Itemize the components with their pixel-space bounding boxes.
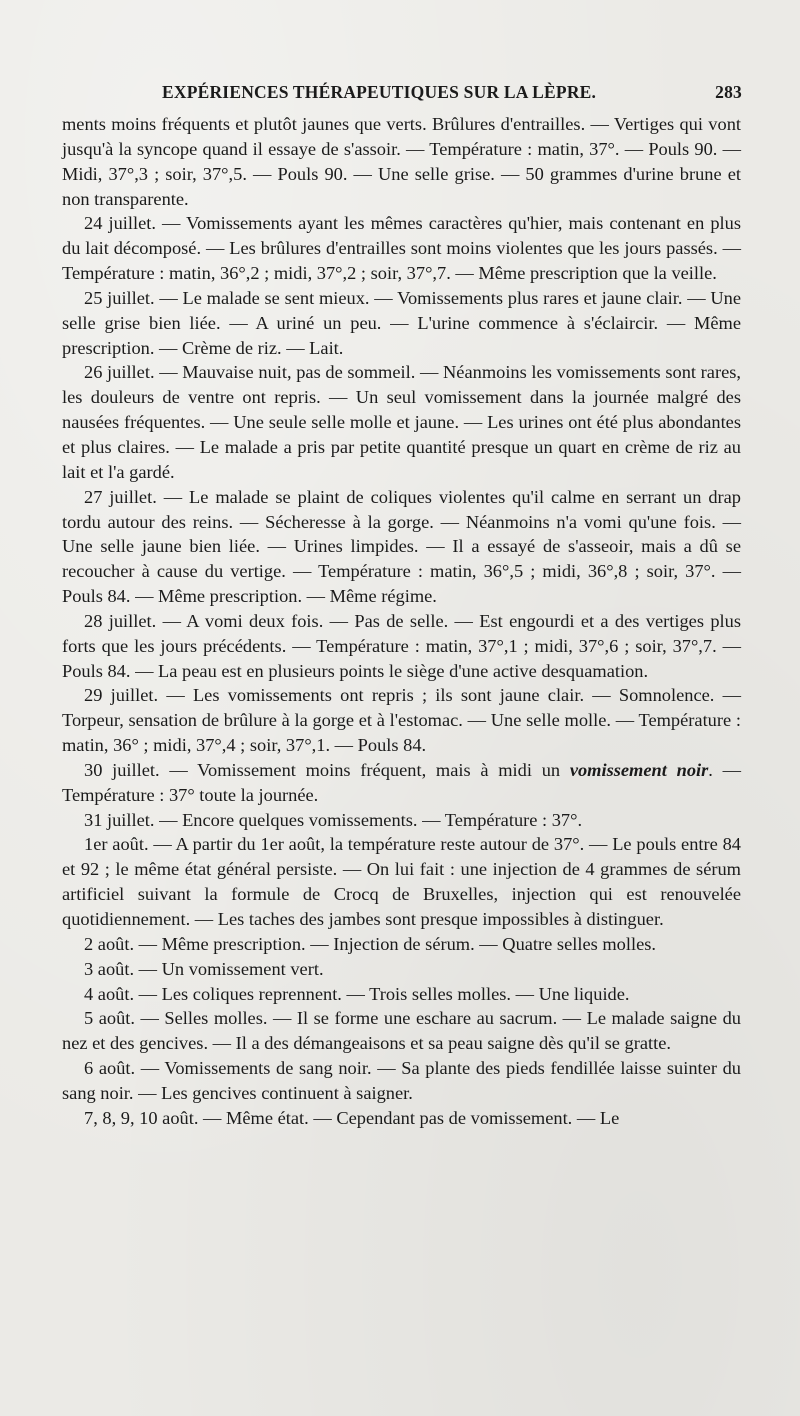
paragraph: 2 août. — Même prescription. — Injection de sérum. — Quatre selles molles. bbox=[84, 933, 657, 954]
paragraph-text: . — Température : 37° toute la journée. bbox=[62, 759, 741, 805]
paragraph: 7, 8, 9, 10 août. — Même état. — Cependant pas de vomissement. — Le bbox=[84, 1107, 620, 1128]
paragraph: 6 août. — Vomissements de sang noir. — Sa plante des pieds fendillée laisse suinter du sang noir. — Les gencives continuent à saigner. bbox=[62, 1058, 741, 1103]
paragraph: 25 juillet. — Le malade se sent mieux. — Vomissements plus rares et jaune clair. — Une selle grise bien liée. — A uriné un peu. — L'urine commence à s'éclaircir. — Même prescription. — Crème de riz. — Lait. bbox=[62, 287, 741, 358]
running-title: EXPÉRIENCES THÉRAPEUTIQUES SUR LA LÈPRE. bbox=[162, 82, 597, 102]
paragraph: 29 juillet. — Les vomissements ont repris ; ils sont jaune clair. — Somnolence. — Torpeur, sensation de brûlure à la gorge et à l'estomac. — Une selle molle. — Température : matin, 36° ; midi, 37°,4 ; soir, 37°,1. — Pouls 84. bbox=[62, 685, 741, 756]
paragraph: 5 août. — Selles molles. — Il se forme une eschare au sacrum. — Le malade saigne du nez et des gencives. — Il a des démangeaisons et sa peau saigne dès qu'il se gratte. bbox=[62, 1008, 741, 1054]
paragraph: 24 juillet. — Vomissements ayant les mêmes caractères qu'hier, mais contenant en plus du lait décomposé. — Les brûlures d'entrailles sont moins violentes que les jours passés. — Température : matin, 36°,2 ; midi, 37°,2 ; soir, 37°,7. — Même prescription que la veille. bbox=[62, 213, 741, 284]
page-header bbox=[62, 76, 742, 104]
paragraph: 1er août. — A partir du 1er août, la température reste autour de 37°. — Le pouls entre 84 et 92 ; le même état général persiste. — On lui fait : une injection de 4 grammes de sérum artificiel suivant la formule de Crocq de Bruxelles, injection qui est renouvelée quotidiennement. — Les taches des jambes sont presque impossibles à distinguer. bbox=[62, 834, 741, 929]
page-number: 283 bbox=[715, 82, 742, 102]
paragraph: 4 août. — Les coliques reprennent. — Trois selles molles. — Une liquide. bbox=[84, 983, 630, 1004]
paragraph: 31 juillet. — Encore quelques vomissements. — Température : 37°. bbox=[84, 809, 583, 830]
paragraph: ments moins fréquents et plutôt jaunes que verts. Brûlures d'entrailles. — Vertiges qui vont jusqu'à la syncope quand il essaye de s'assoir. — Température : matin, 37°. — Pouls 90. — Midi, 37°,3 ; soir, 37°,5. — Pouls 90. — Une selle grise. — 50 grammes d'urine brune et non transparente. bbox=[62, 114, 741, 209]
paragraph: 26 juillet. — Mauvaise nuit, pas de sommeil. — Néanmoins les vomissements sont rares, les douleurs de ventre ont repris. — Un seul vomissement dans la journée malgré des nausées fréquentes. — Une seule selle molle et jaune. — Les urines ont été plus abondantes et plus claires. — Le malade a pris par petite quantité presque un quart en crème de riz au lait et l'a gardé. bbox=[62, 362, 741, 482]
paragraph-text: 30 juillet. — Vomissement moins fréquent, mais à midi un bbox=[84, 759, 570, 780]
emphasized-text: vomissement noir bbox=[569, 759, 709, 780]
paragraph bbox=[62, 758, 741, 808]
paragraph: 3 août. — Un vomissement vert. bbox=[84, 958, 324, 979]
paragraph: 27 juillet. — Le malade se plaint de coliques violentes qu'il calme en serrant un drap tordu autour des reins. — Sécheresse à la gorge. — Néanmoins n'a vomi qu'une fois. — Une selle jaune bien liée. — Urines limpides. — Il a essayé de s'asseoir, mais a dû se recoucher à cause du vertige. — Température : matin, 36°,5 ; midi, 36°,8 ; soir, 37°. — Pouls 84. — Même prescription. — Même régime. bbox=[62, 486, 741, 607]
paragraph: 28 juillet. — A vomi deux fois. — Pas de selle. — Est engourdi et a des vertiges plus forts que les jours précédents. — Température : matin, 37°,1 ; midi, 37°,6 ; soir, 37°,7. — Pouls 84. — La peau est en plusieurs points le siège d'une active desquamation. bbox=[62, 610, 741, 681]
body-text bbox=[62, 112, 741, 1131]
